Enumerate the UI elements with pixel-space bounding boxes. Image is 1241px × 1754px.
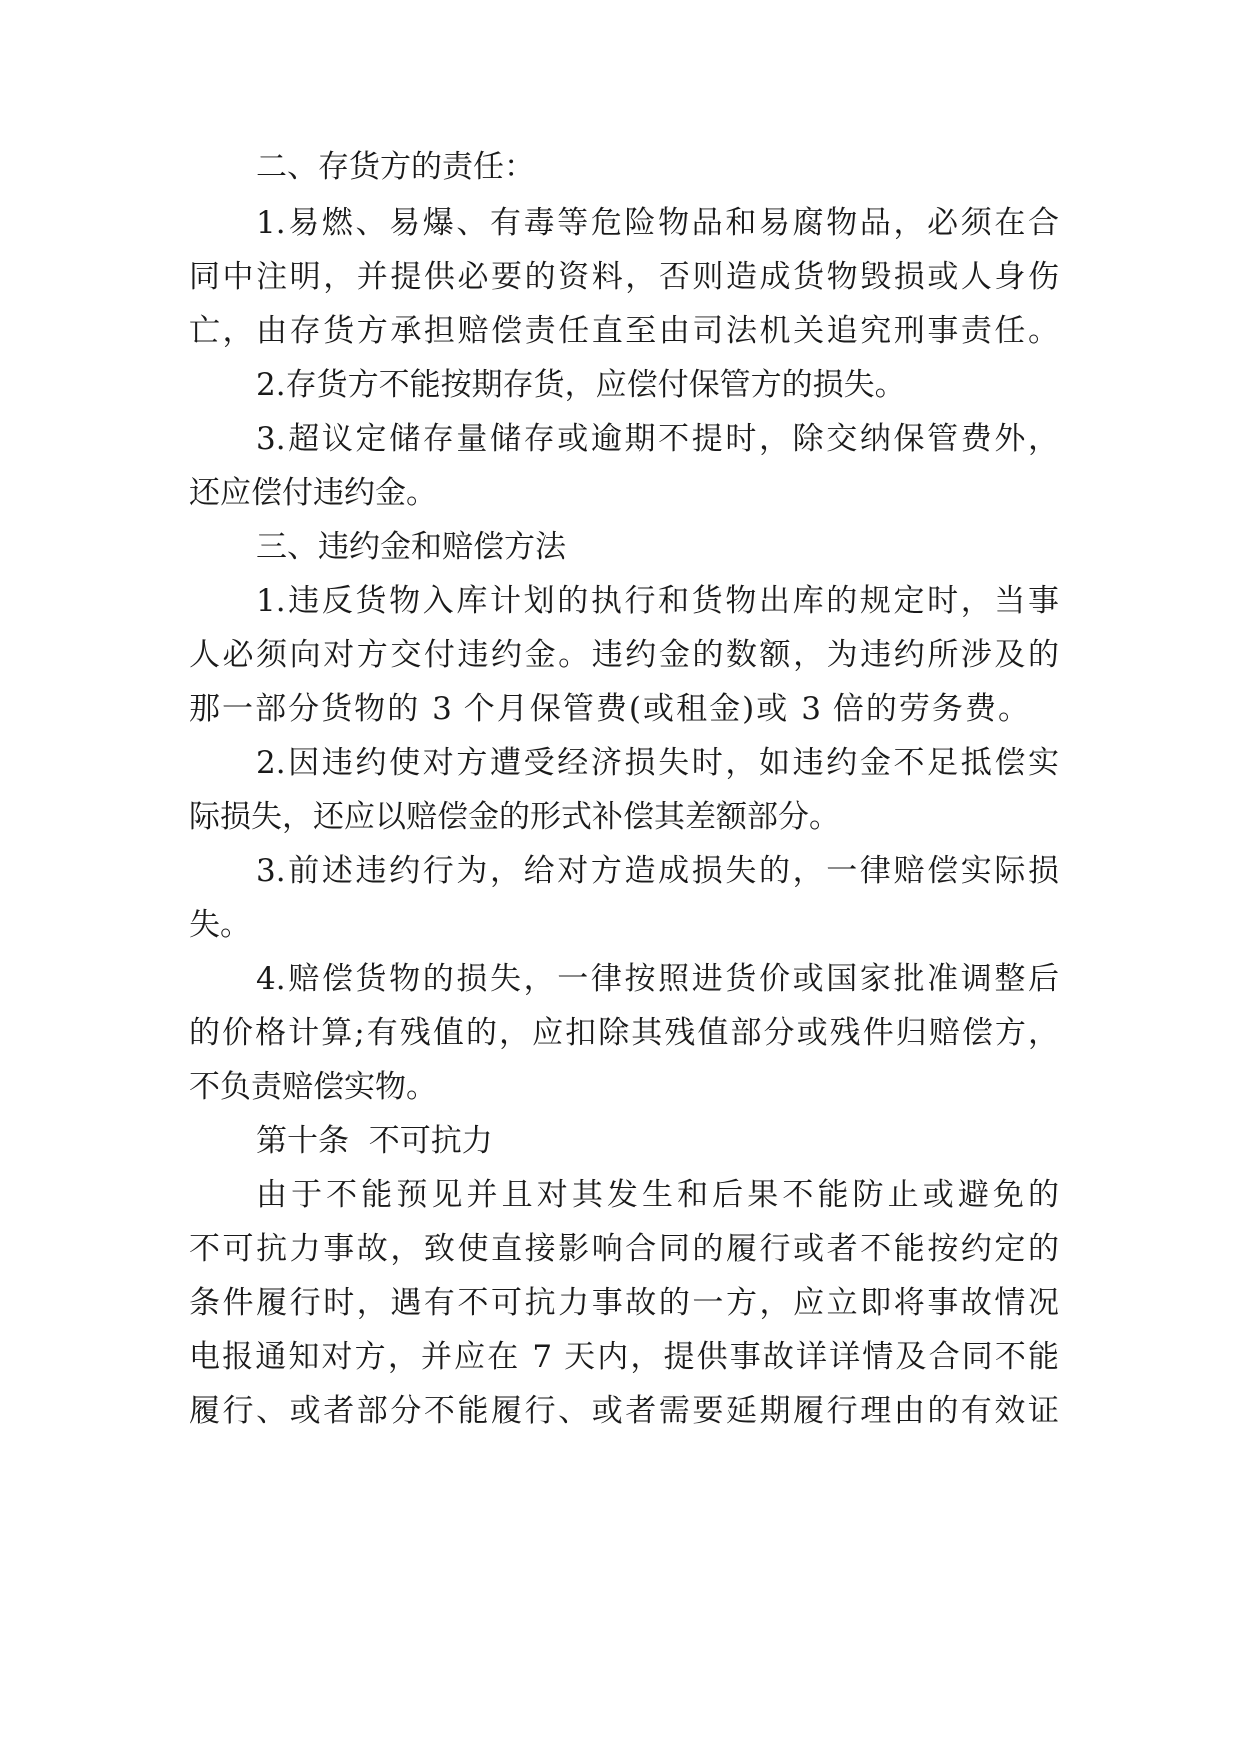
section-heading: 二、存货方的责任：	[256, 149, 535, 185]
paragraph-line: 2.因违约使对方遭受经济损失时，如违约金不足抵偿实	[256, 745, 1059, 781]
paragraph-line: 1.违反货物入库计划的执行和货物出库的规定时，当事	[256, 583, 1059, 619]
paragraph-line: 4.赔偿货物的损失，一律按照进货价或国家批准调整后	[256, 961, 1059, 997]
paragraph-line: 亡，由存货方承担赔偿责任直至由司法机关追究刑事责任。	[189, 313, 1059, 349]
paragraph-line: 1.易燃、易爆、有毒等危险物品和易腐物品，必须在合	[256, 205, 1059, 241]
paragraph-line: 的价格计算;有残值的，应扣除其残值部分或残件归赔偿方，	[189, 1015, 1059, 1051]
paragraph-line: 不可抗力事故，致使直接影响合同的履行或者不能按约定的	[189, 1231, 1059, 1267]
paragraph-line: 不负责赔偿实物。	[189, 1069, 437, 1105]
paragraph-line: 电报通知对方，并应在 7 天内，提供事故详详情及合同不能	[189, 1339, 1059, 1375]
paragraph-line: 失。	[189, 907, 251, 943]
paragraph-line: 3.超议定储存量储存或逾期不提时，除交纳保管费外，	[256, 421, 1059, 457]
paragraph-line: 2.存货方不能按期存货，应偿付保管方的损失。	[256, 367, 906, 403]
paragraph-line: 条件履行时，遇有不可抗力事故的一方，应立即将事故情况	[189, 1285, 1059, 1321]
article-heading: 第十条 不可抗力	[256, 1123, 493, 1159]
paragraph-line: 同中注明，并提供必要的资料，否则造成货物毁损或人身伤	[189, 259, 1059, 295]
paragraph-line: 际损失，还应以赔偿金的形式补偿其差额部分。	[189, 799, 840, 835]
paragraph-line: 那一部分货物的 3 个月保管费(或租金)或 3 倍的劳务费。	[189, 691, 1029, 727]
paragraph-line: 人必须向对方交付违约金。违约金的数额，为违约所涉及的	[189, 637, 1059, 673]
paragraph-line: 3.前述违约行为，给对方造成损失的，一律赔偿实际损	[256, 853, 1059, 889]
paragraph-line: 履行、或者部分不能履行、或者需要延期履行理由的有效证	[189, 1393, 1059, 1429]
paragraph-line: 还应偿付违约金。	[189, 475, 437, 511]
section-heading: 三、违约金和赔偿方法	[256, 529, 566, 565]
paragraph-line: 由于不能预见并且对其发生和后果不能防止或避免的	[256, 1177, 1059, 1213]
